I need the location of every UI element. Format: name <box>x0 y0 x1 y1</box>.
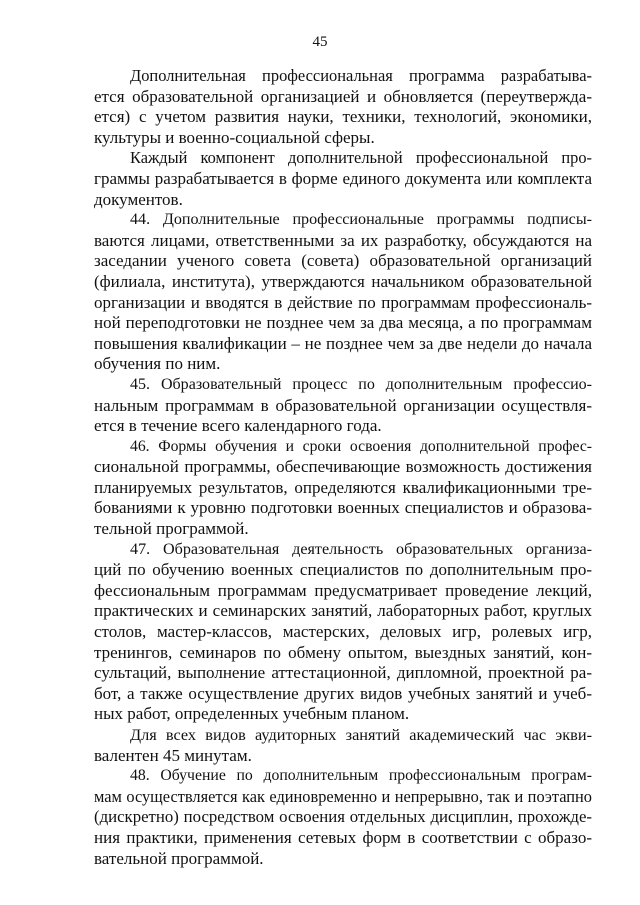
text-line: ваются лицами, ответственными за их разработку, обсуждаются на <box>94 230 592 250</box>
text-line: ной переподготовки не позднее чем за два месяца, а по программам <box>94 313 592 333</box>
text-line: тренингов, семинаров по обмену опытом, выездных занятий, кон- <box>94 642 592 662</box>
text-line: нальным программам в образовательной организации осуществля- <box>94 395 592 415</box>
paragraph-47 <box>94 540 592 725</box>
text-line: 45. Образовательный процесс по дополнительным профессио- <box>130 375 592 393</box>
paragraph-46 <box>94 437 592 540</box>
text-line: ния практики, применения сетевых форм в соответствии с образо- <box>94 827 592 847</box>
text-line: культуры и военно-социальной сферы. <box>94 127 375 147</box>
text-line: 44. Дополнительные профессиональные программы подписы- <box>130 211 592 229</box>
text-line: бот, а также осуществление других видов учебных занятий и учеб- <box>94 683 592 703</box>
text-line: 48. Обучение по дополнительным профессиональным програм- <box>130 767 592 785</box>
text-line: повышения квалификации – не позднее чем за две недели до начала <box>94 333 592 353</box>
text-line: Для всех видов аудиторных занятий академический час экви- <box>130 725 592 744</box>
text-line: вательной программой. <box>94 848 264 868</box>
text-line: сиональной программы, обеспечивающие возможность достижения <box>94 457 592 477</box>
text-line: Дополнительная профессиональная программа разрабатыва- <box>130 66 592 85</box>
text-line: ется в течение всего календарного года. <box>94 416 382 436</box>
text-line: тельной программой. <box>94 519 249 539</box>
text-line: фессиональным программам предусматривает проведение лекций, <box>94 580 592 600</box>
text-line: (дискретно) посредством освоения отдельных дисциплин, прохожде- <box>94 807 592 827</box>
text-line: Каждый компонент дополнительной профессиональной про- <box>130 148 592 168</box>
text-line: (филиала, института), утверждаются начальником образовательной <box>94 271 592 291</box>
text-line: мам осуществляется как единовременно и непрерывно, так и поэтапно <box>94 786 592 806</box>
text-line: обучения по ним. <box>94 354 221 374</box>
text-line: практических и семинарских занятий, лабораторных работ, круглых <box>94 601 592 621</box>
text-line: граммы разрабатывается в форме единого документа или комплекта <box>94 168 592 188</box>
text-line: документов. <box>94 189 183 209</box>
paragraph-45 <box>94 375 592 437</box>
text-line: ных работ, определенных учебным планом. <box>94 704 410 724</box>
text-line: заседании ученого совета (совета) образовательной организаций <box>94 251 592 271</box>
paragraph-program-component <box>94 148 592 210</box>
paragraph-44 <box>94 210 592 375</box>
text-line: планируемых результатов, определяются квалификационными тре- <box>94 477 592 497</box>
text-line: 47. Образовательная деятельность образовательных организа- <box>130 540 592 558</box>
text-line: ется образовательной организацией и обновляется (переутвержда- <box>94 86 592 106</box>
text-line: сультаций, выполнение аттестационной, дипломной, проектной ра- <box>94 663 592 683</box>
document-body <box>94 66 592 869</box>
page-number: 45 <box>312 34 328 50</box>
text-line: бованиями к уровню подготовки военных специалистов и образова- <box>94 498 592 518</box>
paragraph-48 <box>94 766 592 869</box>
paragraph-academic-hour <box>94 725 592 766</box>
text-line: ций по обучению военных специалистов по дополнительным про- <box>94 560 592 580</box>
text-line: 46. Формы обучения и сроки освоения дополнительной профес- <box>130 437 592 455</box>
text-line: ется) с учетом развития науки, техники, технологий, экономики, <box>94 107 592 127</box>
text-line: столов, мастер-классов, мастерских, деловых игр, ролевых игр, <box>94 622 592 642</box>
text-line: валентен 45 минутам. <box>94 745 252 765</box>
paragraph-program-development <box>94 66 592 148</box>
text-line: организации и вводятся в действие по программам профессиональ- <box>94 292 592 312</box>
